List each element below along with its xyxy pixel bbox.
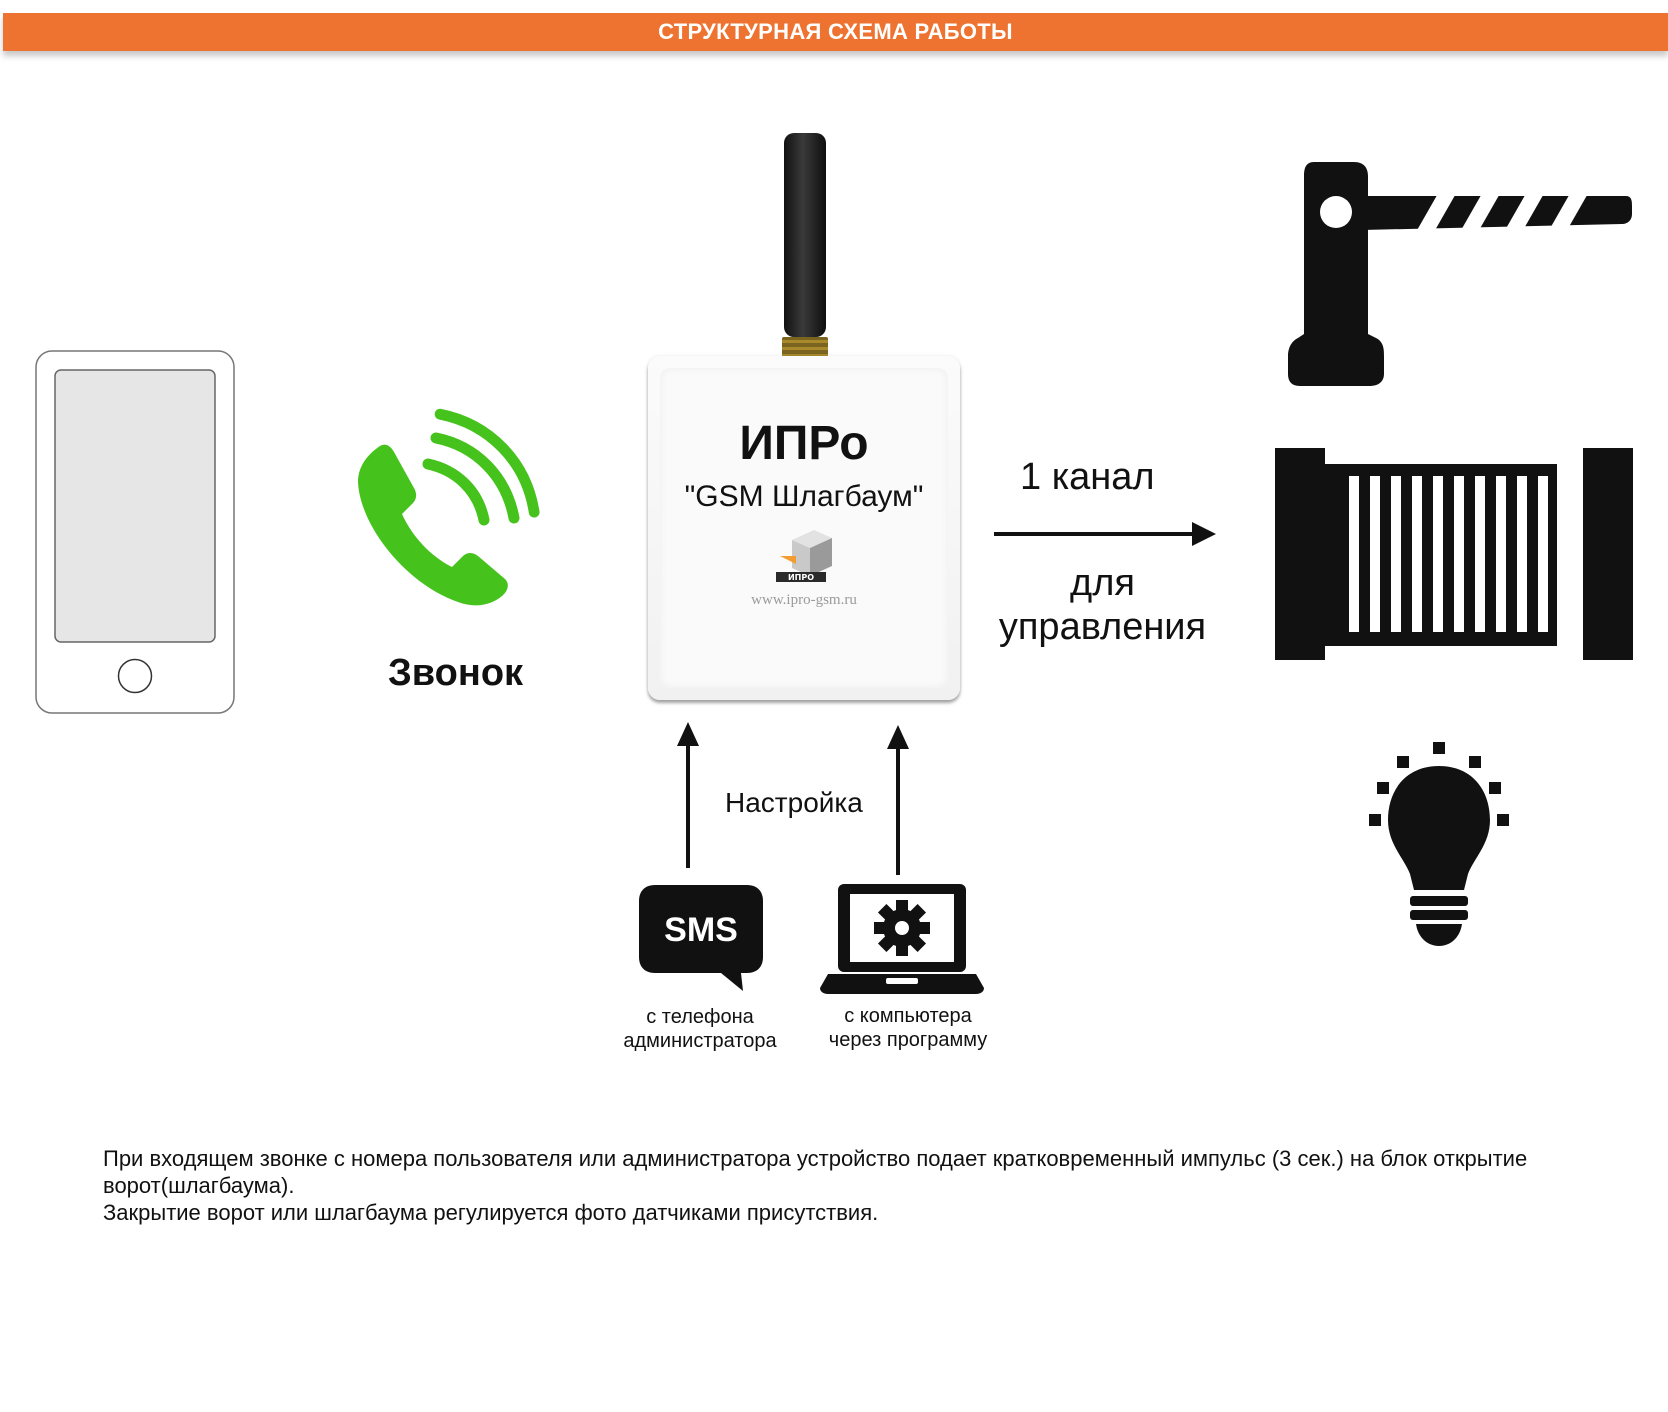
purpose-line2: управления xyxy=(998,606,1207,648)
call-label: Звонок xyxy=(388,652,524,694)
computer-caption-line1: с компьютера xyxy=(844,1005,972,1027)
sms-setup-arrow xyxy=(676,722,700,868)
description-paragraph-2: Закрытие ворот или шлагбаума регулируется фото датчиками присутствия. xyxy=(103,1200,879,1225)
gate-icon xyxy=(1275,448,1633,660)
logo-text: ИПРО xyxy=(787,573,815,582)
channel-label: 1 канал xyxy=(1020,456,1155,498)
header-title: СТРУКТУРНАЯ СХЕМА РАБОТЫ xyxy=(658,19,1013,44)
sms-caption-line1: с телефона xyxy=(646,1006,754,1028)
phone-call-icon xyxy=(350,426,540,616)
ipro-logo-icon xyxy=(774,526,836,586)
gear-icon xyxy=(874,900,930,956)
antenna-icon xyxy=(780,131,830,361)
description-paragraph-1: При входящем звонке с номера пользователя или администратора устройство подает кратковременный импульс (3 сек.) на блок открытие ворот(шлагбаума). xyxy=(103,1146,1528,1198)
lightbulb-icon xyxy=(1366,740,1526,950)
sms-icon-text: SMS xyxy=(664,911,738,949)
barrier-icon xyxy=(1288,160,1632,388)
output-arrow xyxy=(992,520,1218,548)
header-bar xyxy=(3,13,1668,51)
gsm-device xyxy=(648,356,960,700)
setup-label: Настройка xyxy=(725,787,863,818)
computer-setup-arrow xyxy=(886,725,910,875)
smartphone-icon xyxy=(34,349,236,715)
sms-icon xyxy=(639,883,765,993)
computer-caption-line2: через программу xyxy=(828,1029,988,1051)
description xyxy=(103,1145,1553,1226)
purpose-line1: для xyxy=(1070,562,1135,604)
device-subtitle: "GSM Шлагбаум" xyxy=(684,480,924,513)
sms-caption-line2: администратора xyxy=(623,1030,777,1052)
device-title: ИПРо xyxy=(739,417,869,470)
device-url: www.ipro-gsm.ru xyxy=(751,592,857,608)
laptop-gear-icon xyxy=(820,882,984,994)
